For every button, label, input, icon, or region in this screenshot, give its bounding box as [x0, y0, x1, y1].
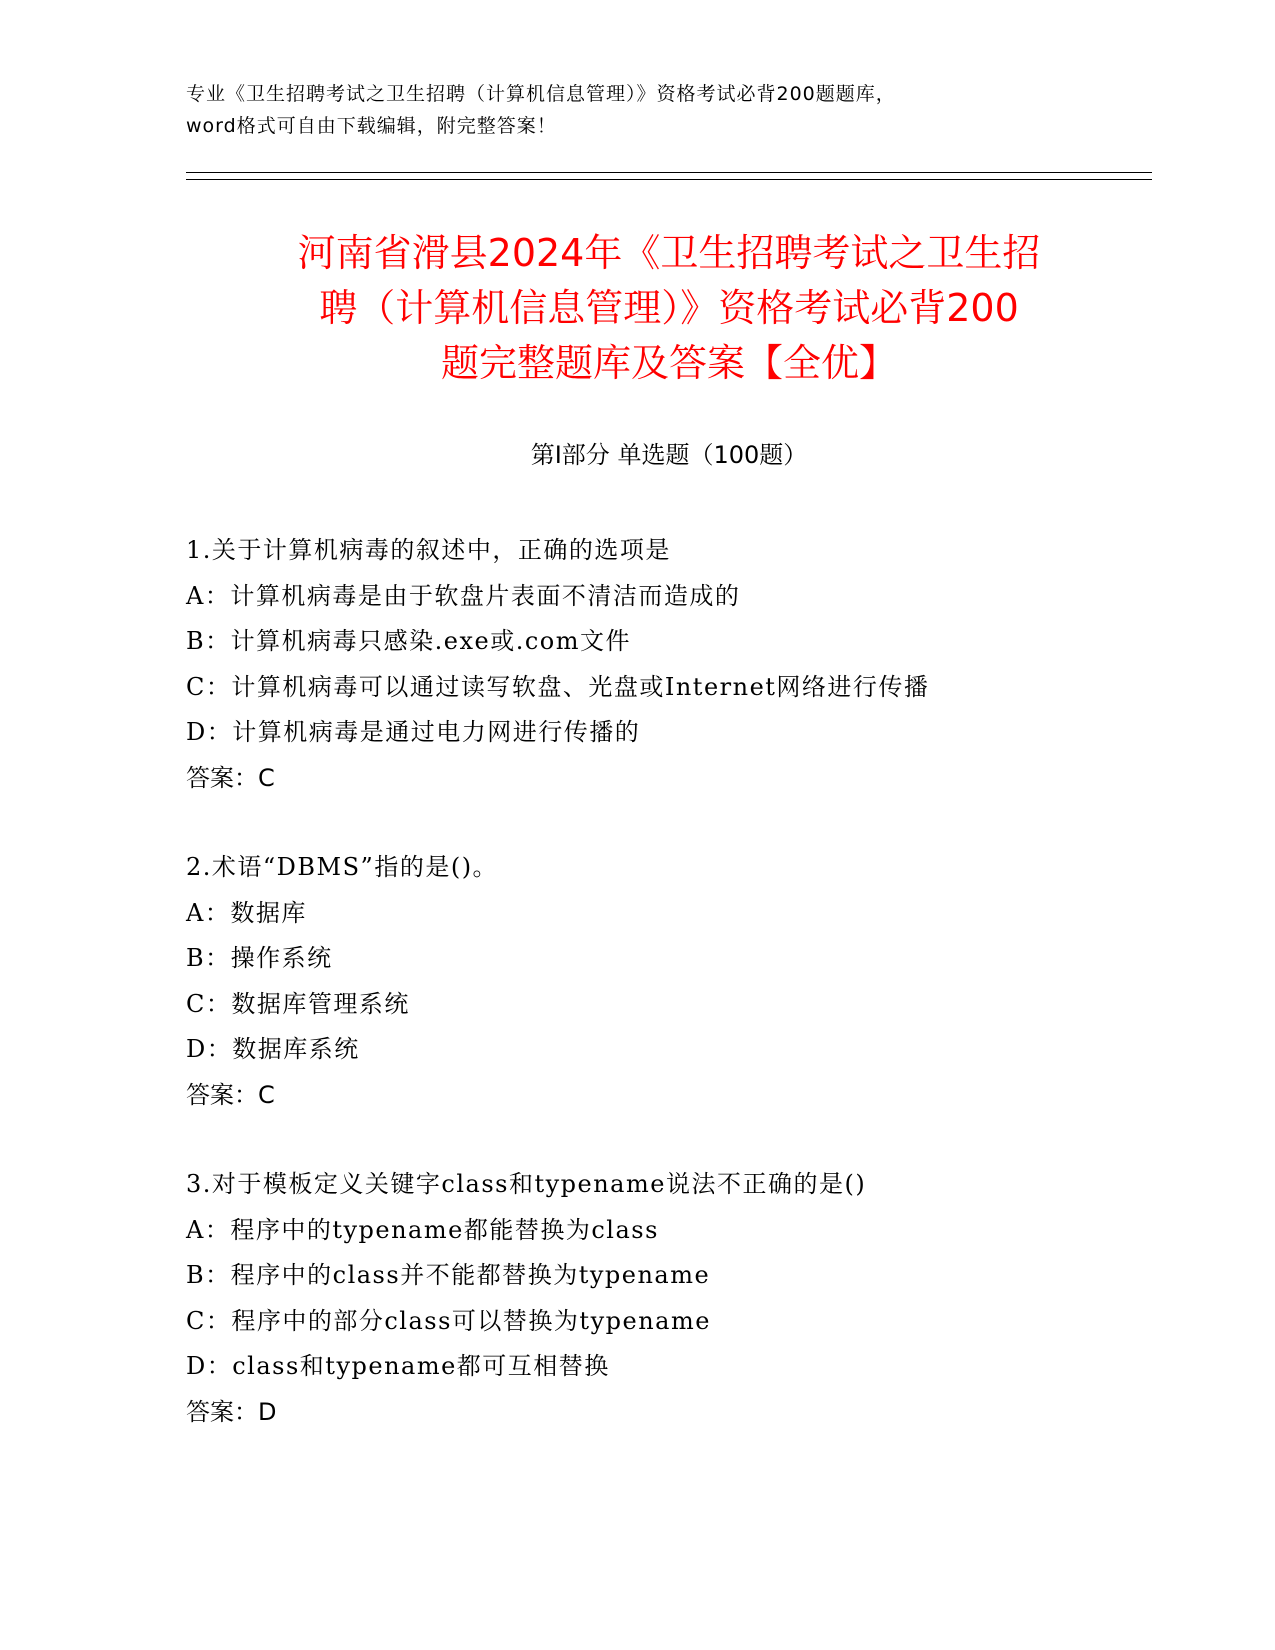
option-d: D：计算机病毒是通过电力网进行传播的 [186, 718, 641, 746]
document-title [186, 226, 1152, 391]
header-divider-top [186, 172, 1152, 173]
answer-text: 答案：C [186, 1080, 275, 1109]
option-d: D：class和typename都可互相替换 [186, 1352, 610, 1380]
option-a: A：程序中的typename都能替换为class [186, 1215, 659, 1244]
header-line-2: word格式可自由下载编辑，附完整答案！ [186, 115, 557, 137]
question-stem: 2.术语“DBMS”指的是()。 [186, 853, 499, 881]
question-stem: 3.对于模板定义关键字class和typename说法不正确的是() [186, 1170, 867, 1198]
title-line-1: 河南省滑县2024年《卫生招聘考试之卫生招 [297, 231, 1041, 275]
header-divider-bottom [186, 179, 1152, 180]
question-list [186, 528, 1152, 1479]
option-a: A：数据库 [186, 898, 307, 927]
option-a: A：计算机病毒是由于软盘片表面不清洁而造成的 [186, 581, 741, 610]
option-b: B：程序中的class并不能都替换为typename [186, 1261, 711, 1289]
option-c: C：计算机病毒可以通过读写软盘、光盘或Internet网络进行传播 [186, 672, 930, 701]
question-item [186, 1162, 1152, 1435]
question-item [186, 528, 1152, 801]
option-c: C：程序中的部分class可以替换为typename [186, 1306, 711, 1335]
section-title: 第Ⅰ部分 单选题（100题） [530, 441, 808, 469]
answer-text: 答案：C [186, 763, 275, 792]
header-line-1: 专业《卫生招聘考试之卫生招聘（计算机信息管理）》资格考试必背200题题库， [186, 83, 896, 105]
answer-text: 答案：D [186, 1397, 277, 1426]
title-line-2: 聘（计算机信息管理）》资格考试必背200 [319, 286, 1019, 330]
question-stem: 1.关于计算机病毒的叙述中，正确的选项是 [186, 536, 671, 564]
option-b: B：操作系统 [186, 944, 333, 972]
option-b: B：计算机病毒只感染.exe或.com文件 [186, 627, 631, 655]
document-header [186, 78, 1086, 142]
title-line-3: 题完整题库及答案【全优】 [440, 341, 897, 385]
question-item [186, 845, 1152, 1118]
option-d: D：数据库系统 [186, 1035, 360, 1063]
option-c: C：数据库管理系统 [186, 989, 410, 1018]
